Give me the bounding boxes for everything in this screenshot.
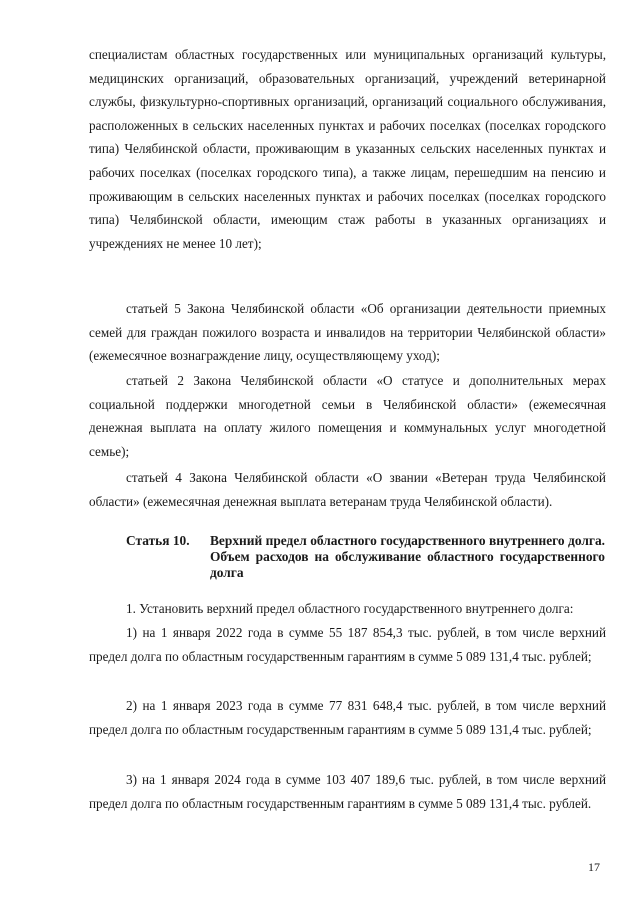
paragraph-article4: статьей 4 Закона Челябинской области «О звании «Ветеран труда Челябинской области» (ежемесячная денежная выплата ветеранам труда Челябинской области). bbox=[89, 470, 606, 509]
article-heading bbox=[126, 533, 606, 581]
paragraph-continued: специалистам областных государственных или муниципальных организаций культуры, медицинских организаций, образовательных организаций, учреждений ветеринарной службы, физкультурно-спортивных организаций, организаций социального обслуживания, расположенных в сельских населенных пунктах и рабочих поселках (поселках городского типа) Челябинской области, проживающим в указанных сельских населенных пунктах и рабочих поселках (поселках городского типа), а также лицам, перешедшим на пенсию и проживающим в сельских населенных пунктах и рабочих поселках (поселках городского типа) Челябинской области, имеющим стаж работы в указанных организациях и учреждениях не менее 10 лет); bbox=[89, 47, 606, 251]
item-1: 1. Установить верхний предел областного государственного внутреннего долга: bbox=[126, 601, 574, 616]
item-1-1: 1) на 1 января 2022 года в сумме 55 187 854,3 тыс. рублей, в том числе верхний предел долга по областным государственным гарантиям в сумме 5 089 131,4 тыс. рублей; bbox=[89, 625, 606, 664]
article-number: Статья 10. bbox=[126, 533, 190, 548]
article-title: Верхний предел областного государственного внутреннего долга. Объем расходов на обслуживание областного государственного долга bbox=[210, 533, 605, 580]
paragraph-article2: статьей 2 Закона Челябинской области «О статусе и дополнительных мерах социальной поддержки многодетной семьи в Челябинской области» (ежемесячная денежная выплата на оплату жилого помещения и коммунальных услуг многодетной семье); bbox=[89, 373, 606, 459]
item-1-3: 3) на 1 января 2024 года в сумме 103 407 189,6 тыс. рублей, в том числе верхний предел долга по областным государственным гарантиям в сумме 5 089 131,4 тыс. рублей. bbox=[89, 772, 606, 811]
page-number: 17 bbox=[588, 860, 600, 874]
item-1-2: 2) на 1 января 2023 года в сумме 77 831 648,4 тыс. рублей, в том числе верхний предел долга по областным государственным гарантиям в сумме 5 089 131,4 тыс. рублей; bbox=[89, 698, 606, 737]
paragraph-article5: статьей 5 Закона Челябинской области «Об организации деятельности приемных семей для граждан пожилого возраста и инвалидов на территории Челябинской области» (ежемесячное вознаграждение лицу, осуществляющему уход); bbox=[89, 301, 606, 364]
